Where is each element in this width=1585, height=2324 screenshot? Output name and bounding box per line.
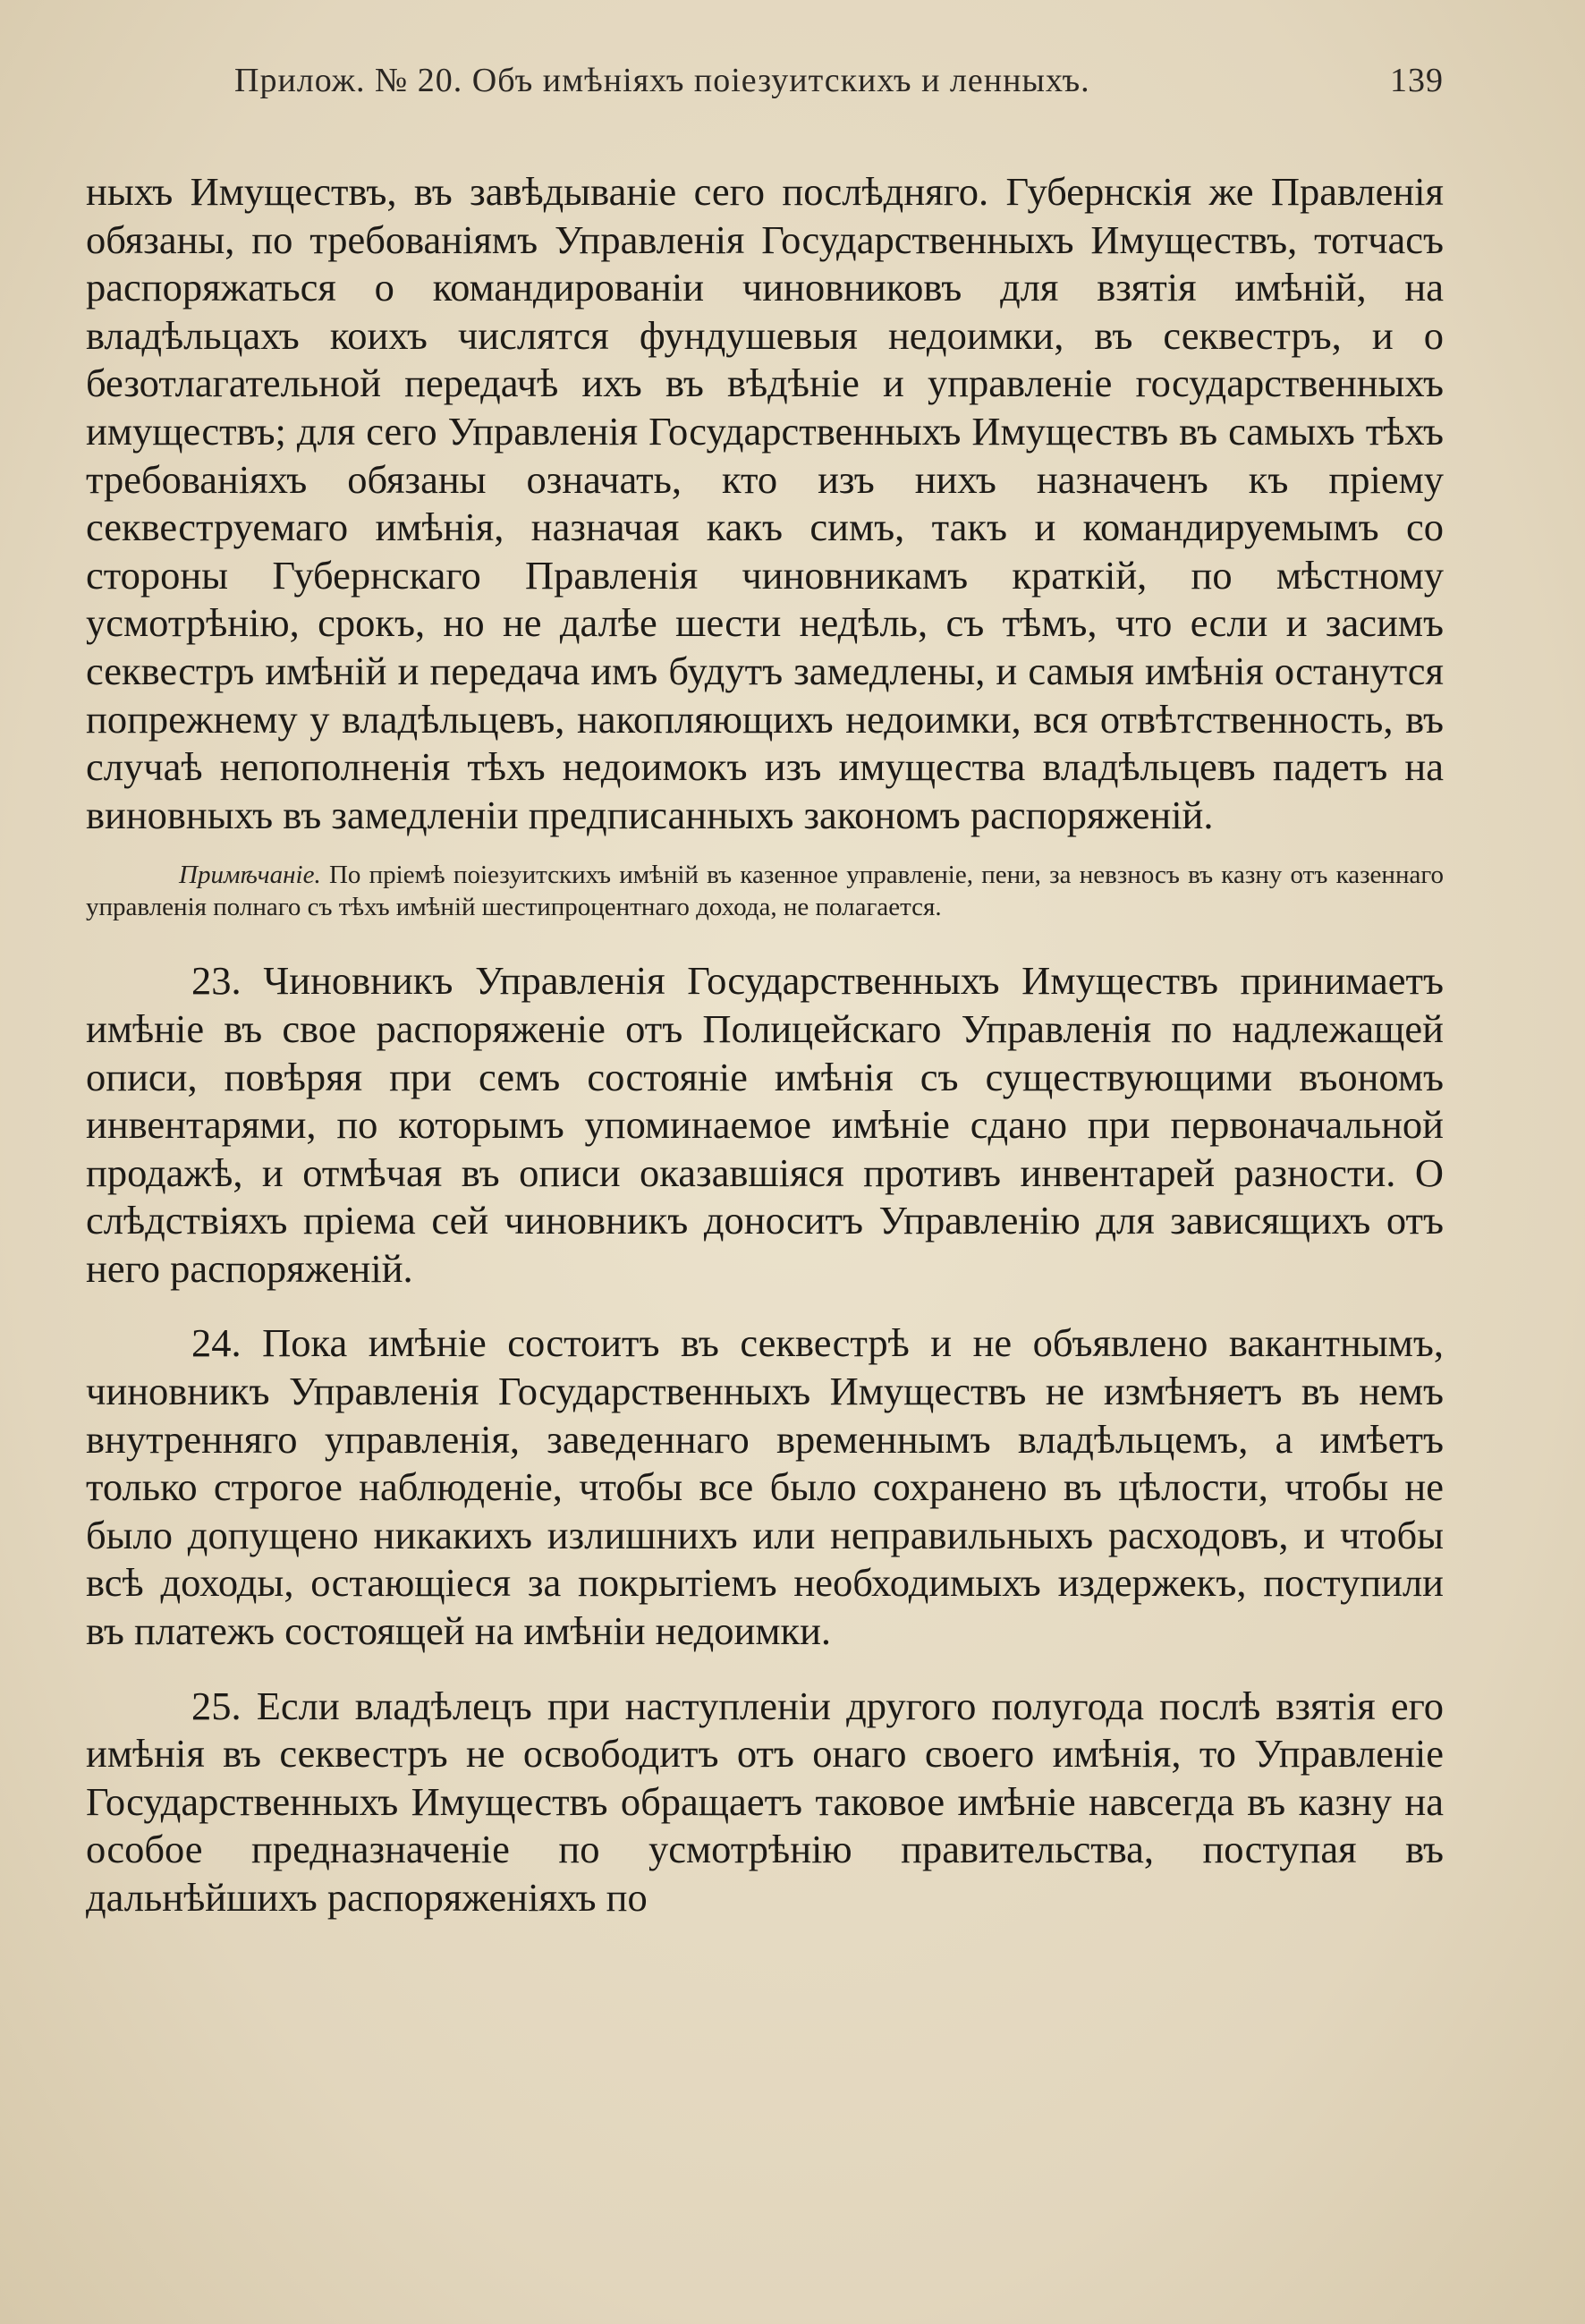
paragraph-24: 24. Пока имѣніе состоитъ въ секвестрѣ и не объявлено вакантнымъ, чиновникъ Управленія Государственныхъ Имуществъ не измѣняетъ въ немъ внутренняго управленія, заведеннаго временнымъ владѣльцемъ, а имѣетъ только строгое наблюденіе, чтобы все было сохранено въ цѣлости, чтобы не было допущено никакихъ излишнихъ или неправильныхъ расходовъ, и чтобы всѣ доходы, остающіеся за покрытіемъ необходимыхъ издержекъ, поступили въ платежъ состоящей на имѣніи недоимки.	[86, 1320, 1444, 1654]
spacer	[86, 1656, 1444, 1683]
page-number: 139	[1390, 62, 1444, 99]
paragraph-25: 25. Если владѣлецъ при наступленіи другого полугода послѣ взятія его имѣнія въ секвестръ не освободитъ отъ онаго своего имѣнія, то Управленіе Государственныхъ Имуществъ обращаетъ таковое имѣніе навсегда въ казну на особое предназначеніе по усмотрѣнію правительства, поступая въ дальнѣйшихъ распоряженіяхъ по	[86, 1683, 1444, 1920]
body-text	[86, 168, 1444, 1922]
running-header	[234, 61, 1444, 115]
spacer	[86, 923, 1444, 957]
spacer	[86, 1293, 1444, 1319]
paragraph-23: 23. Чиновникъ Управленія Государственныхъ Имуществъ принимаетъ имѣніе въ свое распоряженіе отъ Полицейскаго Управленія по надлежащей описи, повѣряя при семъ состояніе имѣнія съ существующими въономъ инвентарями, по которымъ упоминаемое имѣніе сдано при первоначальной продажѣ, и отмѣчая въ описи оказавшіяся противъ инвентарей разности. О слѣдствіяхъ пріема сей чиновникъ доноситъ Управленію для зависящихъ отъ него распоряженій.	[86, 958, 1444, 1291]
note-text: По пріемѣ поіезуитскихъ имѣній въ казенное управленіе, пени, за невзносъ въ казну отъ казеннаго управленія полнаго съ тѣхъ имѣній шестипроцентнаго дохода, не полагается.	[86, 861, 1445, 922]
note-label: Примѣчаніе.	[179, 861, 321, 890]
footnote	[86, 859, 1444, 923]
paragraph-continued: ныхъ Имуществъ, въ завѣдываніе сего послѣдняго. Губернскія же Правленія обязаны, по требованіямъ Управленія Государственныхъ Имуществъ, тотчасъ распоряжаться о командированіи чиновниковъ для взятія имѣній, на владѣльцахъ коихъ числятся фундушевыя недоимки, въ секвестръ, и о безотлагательной передачѣ ихъ въ вѣдѣніе и управленіе государственныхъ имуществъ; для сего Управленія Государственныхъ Имуществъ въ самыхъ тѣхъ требованіяхъ обязаны означать, кто изъ нихъ назначенъ къ пріему секвеструемаго имѣнія, назначая какъ симъ, такъ и командируемымъ со стороны Губернскаго Правленія чиновникамъ краткій, по мѣстному усмотрѣнію, срокъ, но не далѣе шести недѣль, съ тѣмъ, что если и засимъ секвестръ имѣній и передача имъ будутъ замедлены, и самыя имѣнія останутся попрежнему у владѣльцевъ, накопляющихъ недоимки, вся отвѣтственность, въ случаѣ непополненія тѣхъ недоимокъ изъ имущества владѣльцевъ падетъ на виновныхъ въ замедленіи предписанныхъ закономъ распоряженій.	[86, 169, 1444, 837]
header-title: Прилож. № 20. Объ имѣніяхъ поіезуитскихъ и ленныхъ.	[234, 62, 1090, 99]
